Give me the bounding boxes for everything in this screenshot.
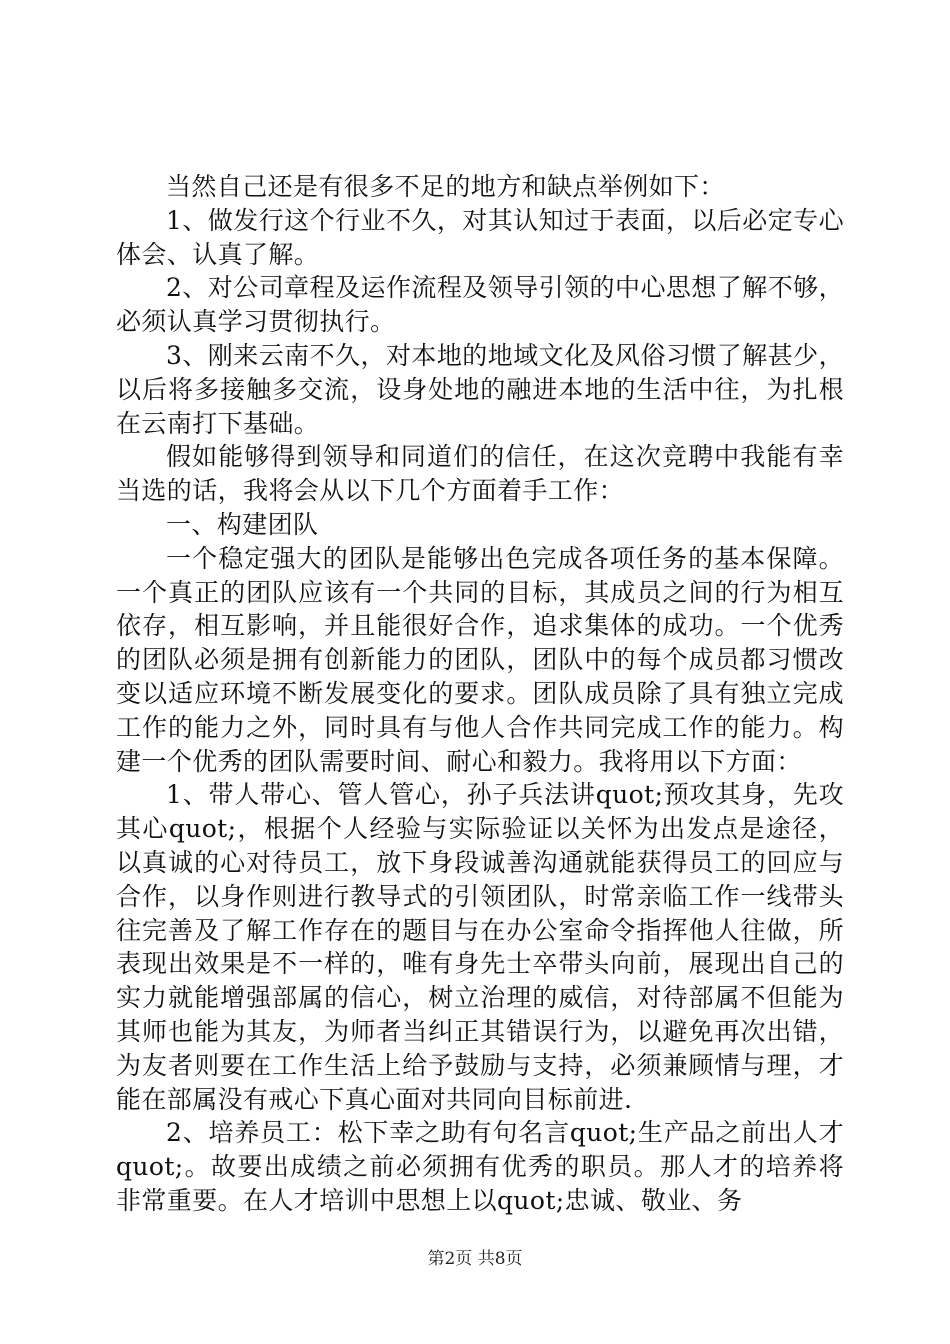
paragraph-shortcomings-intro: 当然自己还是有很多不足的地方和缺点举例如下： bbox=[166, 172, 725, 201]
paragraph-lead-by-heart: 1、带人带心、管人管心，孙子兵法讲quot;预攻其身，先攻其心quot;，根据个人经验与实际验证以关怀为出发点是途径，以真诚的心对待员工，放下身段诚善沟通就能获得员工的回应与合作，以身作则进行教导式的引领团队，时常亲临工作一线带头往完善及了解工作存在的题目与在办公室命令指挥他人往做，所表现出效果是不一样的，唯有身先士卒带头向前，展现出自己的实力就能增强部属的信心，树立治理的威信，对待部属不但能为其师也能为其友，为师者当纠正其错误行为，以避免再次出错，为友者则要在工作生活上给予鼓励与支持，必须兼顾情与理，才能在部属没有戒心下真心面对共同向目标前进. bbox=[116, 780, 844, 1114]
paragraph-shortcoming-3: 3、刚来云南不久，对本地的地域文化及风俗习惯了解甚少，以后将多接触多交流，设身处地的融进本地的生活中往，为扎根在云南打下基础。 bbox=[116, 340, 844, 438]
section-heading-build-team: 一、构建团队 bbox=[166, 509, 319, 539]
paragraph-train-staff: 2、培养员工：松下幸之助有句名言quot;生产品之前出人才quot;。故要出成绩之前必须拥有优秀的职员。那人才的培养将非常重要。在人才培训中思想上以quot;忠诚、敬业、务 bbox=[116, 1118, 844, 1215]
paragraph-shortcoming-2: 2、对公司章程及运作流程及领导引领的中心思想了解不够，必须认真学习贯彻执行。 bbox=[116, 273, 844, 337]
paragraph-team-description: 一个稳定强大的团队是能够出色完成各项任务的基本保障。一个真正的团队应该有一个共同的目标，其成员之间的行为相互依存，相互影响，并且能很好合作，追求集体的成功。一个优秀的团队必须是拥有创新能力的团队，团队中的每个成员都习惯改变以适应环境不断发展变化的要求。团队成员除了具有独立完成工作的能力之外，同时具有与他人合作共同完成工作的能力。构建一个优秀的团队需要时间、耐心和毅力。我将用以下方面： bbox=[116, 543, 844, 776]
document-body bbox=[116, 170, 844, 1218]
paragraph-shortcoming-1: 1、做发行这个行业不久，对其认知过于表面，以后必定专心体会、认真了解。 bbox=[116, 205, 844, 269]
paragraph-work-plan-intro: 假如能够得到领导和同道们的信任，在这次竞聘中我能有幸当选的话，我将会从以下几个方面着手工作： bbox=[116, 442, 844, 506]
page-number-footer: 第2页 共8页 bbox=[427, 1249, 523, 1269]
